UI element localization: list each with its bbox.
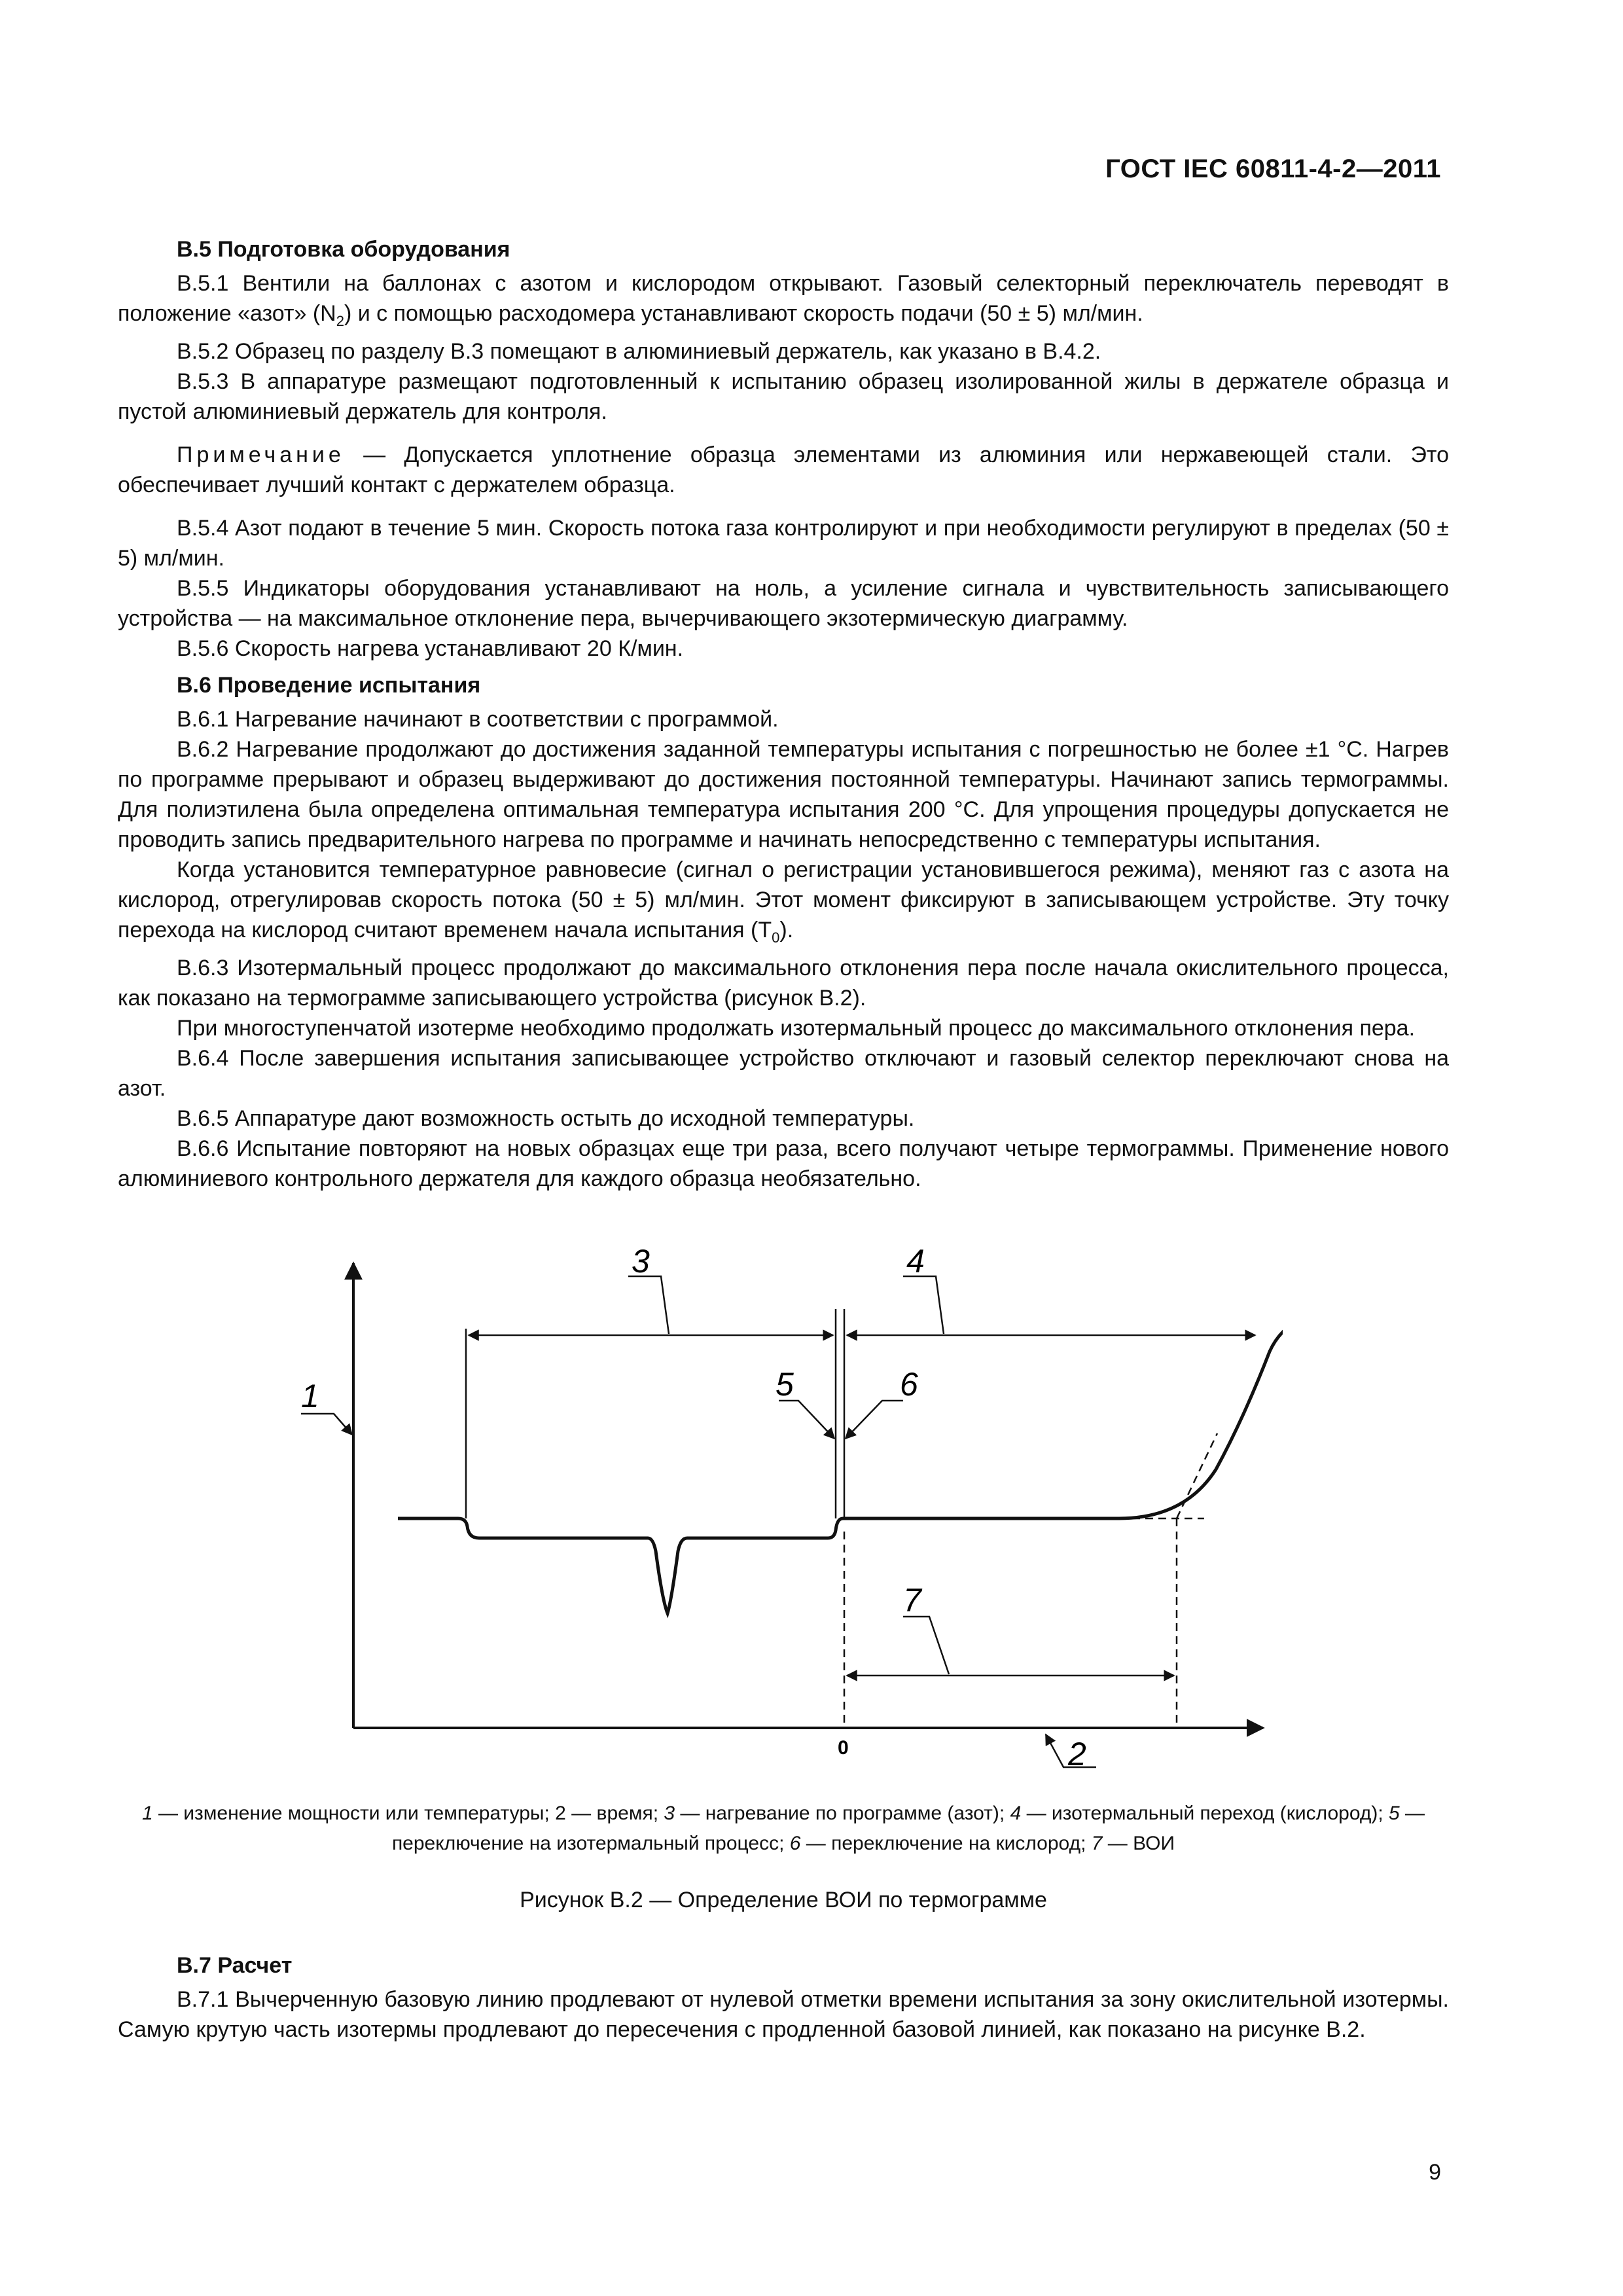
thermogram-diagram	[275, 1244, 1283, 1780]
para-b6-1: В.6.1 Нагревание начинают в соответствии с программой.	[177, 706, 779, 732]
leader-6	[846, 1401, 903, 1439]
para-b6-6: В.6.6 Испытание повторяют на новых образцах еще три раза, всего получают четыре термограммы. Применение нового алюминиевого контрольного держателя для каждого образца необязательно.	[118, 1136, 1449, 1191]
label-7: 7	[903, 1582, 921, 1619]
thermogram-figure	[275, 1244, 1283, 1780]
leader-3	[628, 1276, 669, 1334]
para-b6-3b: При многоступенчатой изотерме необходимо продолжать изотермальный процесс до максимального отклонения пера.	[177, 1015, 1416, 1041]
section-b7-title: В.7 Расчет	[177, 1953, 293, 1978]
label-2: 2	[1068, 1736, 1086, 1772]
section-b6-title: В.6 Проведение испытания	[177, 672, 481, 698]
leader-4	[903, 1276, 944, 1334]
para-b6-2b: Когда установится температурное равновесие (сигнал о регистрации установившегося режима), меняют газ с азота на кислород, отрегулировав скорость потока (50 ± 5) мл/мин. Этот момент фиксируют в записывающем устройстве. Эту точку перехода на кислород считают временем начала испытания $(T_0)$.	[118, 857, 1449, 946]
para-b5-5: В.5.5 Индикаторы оборудования устанавливают на ноль, а усиление сигнала и чувствительность записывающего устройства — на максимальное отклонение пера, вычерчивающего экзотермическую диаграмму.	[118, 575, 1449, 631]
standard-code: ГОСТ IEC 60811-4-2—2011	[1105, 154, 1441, 183]
para-b5-1: В.5.1 Вентили на баллонах с азотом и кислородом открывают. Газовый селекторный переключатель переводят в положение «азот» $(N_2)$ и с помощью расходомера устанавливают скорость подачи (50 ± 5) мл/мин.	[118, 271, 1449, 329]
para-b6-4: В.6.4 После завершения испытания записывающее устройство отключают и газовый селектор переключают снова на азот.	[118, 1045, 1449, 1101]
label-6: 6	[900, 1366, 918, 1403]
para-b5-2: В.5.2 Образец по разделу В.3 помещают в алюминиевый держатель, как указано в В.4.2.	[177, 338, 1101, 364]
para-b5-3: В.5.3 В аппаратуре размещают подготовленный к испытанию образец изолированной жилы в держателе образца и пустой алюминиевый держатель для контроля.	[118, 368, 1449, 424]
thermogram-curve	[398, 1316, 1283, 1613]
main-text	[118, 228, 1449, 1194]
leader-1	[301, 1414, 352, 1435]
para-b6-3: В.6.3 Изотермальный процесс продолжают до максимального отклонения пера после начала окислительного процесса, как показано на термограмме записывающего устройства (рисунок В.2).	[118, 955, 1449, 1011]
section-b5-title: В.5 Подготовка оборудования	[177, 237, 510, 262]
figure-caption: Рисунок В.2 — Определение ВОИ по термограмме	[520, 1888, 1047, 1912]
page-number: 9	[1429, 2160, 1441, 2185]
calculation-section	[118, 1944, 1449, 2045]
leader-5	[779, 1401, 834, 1439]
label-5: 5	[776, 1366, 794, 1403]
leader-7	[903, 1617, 949, 1674]
para-b5-6: В.5.6 Скорость нагрева устанавливают 20 К/мин.	[177, 636, 684, 661]
para-b6-2: В.6.2 Нагревание продолжают до достижения заданной температуры испытания с погрешностью не более ±1 °С. Нагрев по программе прерывают и образец выдерживают до достижения постоянной температуры. Начинают запись термограммы. Для полиэтилена была определена оптимальная температура испытания 200 °С. Для упрощения процедуры допускается не проводить запись предварительного нагрева по программе и начинать непосредственно с температуры испытания.	[118, 736, 1449, 852]
label-1: 1	[301, 1378, 319, 1414]
label-zero: 0	[838, 1737, 849, 1759]
para-b6-5: В.6.5 Аппаратуре дают возможность остыть до исходной температуры.	[177, 1105, 915, 1131]
label-3: 3	[632, 1244, 650, 1280]
label-4: 4	[906, 1244, 925, 1280]
figure-legend: 1 — изменение мощности или температуры; 2 — время; 3 — нагревание по программе (азот); 4 — изотермальный переход (кислород); 5 — переключение на изотермальный процесс; 6 — переключение на кислород; 7 — ВОИ	[141, 1803, 1425, 1854]
para-b5-4: В.5.4 Азот подают в течение 5 мин. Скорость потока газа контролируют и при необходимости регулируют в пределах (50 ± 5) мл/мин.	[118, 515, 1449, 571]
note: Примечание — Допускается уплотнение образца элементами из алюминия или нержавеющей стали. Это обеспечивает лучший контакт с держателем образца.	[118, 442, 1449, 497]
para-b7-1: В.7.1 Вычерченную базовую линию продлевают от нулевой отметки времени испытания за зону окислительной изотермы. Самую крутую часть изотермы продлевают до пересечения с продленной базовой линией, как показано на рисунке В.2.	[118, 1987, 1449, 2042]
